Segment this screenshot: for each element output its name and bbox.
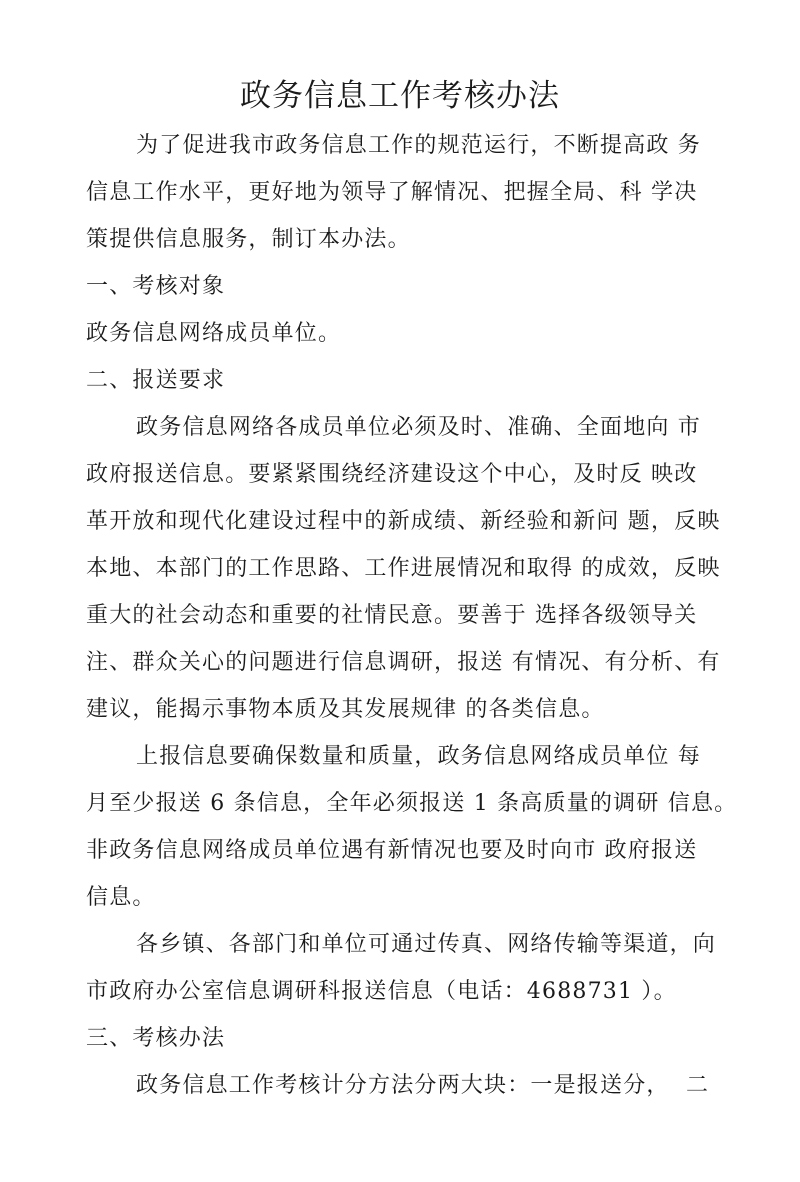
paragraph-line: 重大的社会动态和重要的社情民意。要善于 选择各级领导关 [86, 603, 698, 628]
paragraph-line: 各乡镇、各部门和单位可通过传真、网络传输等渠道，向 [136, 932, 717, 957]
document-title: 政务信息工作考核办法 [240, 78, 560, 114]
paragraph-line: 政务信息工作考核计分方法分两大块：一是报送分， 二 [136, 1073, 710, 1098]
paragraph-line: 注、群众关心的问题进行信息调研，报送 有情况、有分析、有 [86, 650, 721, 675]
paragraph-line: 上报信息要确保数量和质量，政务信息网络成员单位 每 [136, 744, 701, 769]
section-heading: 三、考核办法 [86, 1026, 226, 1051]
paragraph-line: 市政府办公室信息调研科报送信息（电话：4688731 ）。 [86, 979, 677, 1004]
paragraph-line: 建议，能揭示事物本质及其发展规律 的各类信息。 [86, 697, 605, 722]
paragraph-line: 革开放和现代化建设过程中的新成绩、新经验和新问 题，反映 [86, 509, 721, 534]
paragraph-line: 政务信息网络成员单位。 [86, 321, 342, 346]
paragraph-line: 信息。 [86, 885, 156, 910]
paragraph-line: 政府报送信息。要紧紧围绕经济建设这个中心，及时反 映改 [86, 462, 698, 487]
paragraph-line: 策提供信息服务，制订本办法。 [86, 227, 411, 252]
paragraph-line: 非政务信息网络成员单位遇有新情况也要及时向市 政府报送 [86, 838, 698, 863]
section-heading: 一、考核对象 [86, 274, 226, 299]
paragraph-line: 政务信息网络各成员单位必须及时、准确、全面地向 市 [136, 415, 701, 440]
paragraph-line: 信息工作水平，更好地为领导了解情况、把握全局、科 学决 [86, 180, 698, 205]
paragraph-line: 月至少报送 6 条信息，全年必须报送 1 条高质量的调研 信息。 [86, 791, 738, 816]
section-heading: 二、报送要求 [86, 368, 226, 393]
paragraph-line: 为了促进我市政务信息工作的规范运行，不断提高政 务 [136, 133, 701, 158]
paragraph-line: 本地、本部门的工作思路、工作进展情况和取得 的成效，反映 [86, 556, 721, 581]
